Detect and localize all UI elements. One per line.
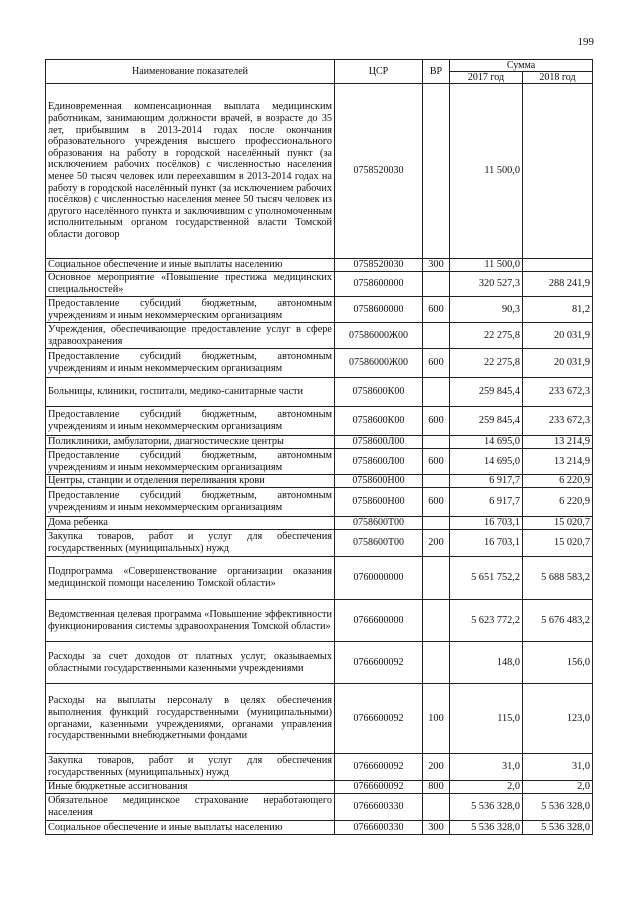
- row-csr: 0758520030: [335, 259, 423, 272]
- row-name: Закупка товаров, работ и услуг для обеспечения государственных (муниципальных) нужд: [46, 754, 335, 781]
- header-vr: ВР: [423, 60, 450, 84]
- row-name: Предоставление субсидий бюджетным, автономным учреждениям и иным некоммерческим организациям: [46, 297, 335, 323]
- row-sum-2018: [523, 259, 593, 272]
- table-body: [46, 84, 593, 835]
- row-sum-2017: 320 527,3: [450, 272, 523, 297]
- row-sum-2018: 15 020,7: [523, 530, 593, 557]
- row-vr: 600: [423, 488, 450, 517]
- table-row: [46, 530, 593, 557]
- row-sum-2017: 90,3: [450, 297, 523, 323]
- row-vr: [423, 84, 450, 259]
- table-row: [46, 323, 593, 349]
- row-sum-2017: 11 500,0: [450, 84, 523, 259]
- row-vr: 600: [423, 449, 450, 475]
- row-vr: 300: [423, 259, 450, 272]
- row-sum-2018: 233 672,3: [523, 378, 593, 407]
- header-year-2017: 2017 год: [450, 72, 523, 84]
- row-sum-2017: 5 536 328,0: [450, 821, 523, 835]
- row-name: Центры, станции и отделения переливания крови: [46, 475, 335, 488]
- row-name: Предоставление субсидий бюджетным, автономным учреждениям и иным некоммерческим организациям: [46, 407, 335, 436]
- header-year-2018: 2018 год: [523, 72, 593, 84]
- row-name: Расходы на выплаты персоналу в целях обеспечения выполнения функций государственными (муниципальными) органами, казенными учреждениями, органами управления государственными внебюджетными фондами: [46, 684, 335, 754]
- row-csr: 0766600092: [335, 781, 423, 794]
- row-csr: 0758600К00: [335, 407, 423, 436]
- row-name: Предоставление субсидий бюджетным, автономным учреждениям и иным некоммерческим организациям: [46, 488, 335, 517]
- row-sum-2017: 259 845,4: [450, 378, 523, 407]
- row-csr: 0758600Т00: [335, 517, 423, 530]
- row-vr: [423, 557, 450, 600]
- row-name: Предоставление субсидий бюджетным, автономным учреждениям и иным некоммерческим организациям: [46, 449, 335, 475]
- row-name: Закупка товаров, работ и услуг для обеспечения государственных (муниципальных) нужд: [46, 530, 335, 557]
- table-row: [46, 642, 593, 684]
- row-name: Основное мероприятие «Повышение престижа медицинских специальностей»: [46, 272, 335, 297]
- row-sum-2018: 31,0: [523, 754, 593, 781]
- row-csr: 07586000Ж00: [335, 349, 423, 378]
- row-vr: 200: [423, 754, 450, 781]
- table-row: [46, 378, 593, 407]
- row-csr: 07586000Ж00: [335, 323, 423, 349]
- row-name: Больницы, клиники, госпитали, медико-санитарные части: [46, 378, 335, 407]
- row-sum-2017: 148,0: [450, 642, 523, 684]
- row-vr: [423, 600, 450, 642]
- row-sum-2018: 13 214,9: [523, 436, 593, 449]
- row-csr: 0758600Т00: [335, 530, 423, 557]
- table-row: [46, 84, 593, 259]
- row-vr: 800: [423, 781, 450, 794]
- table-row: [46, 684, 593, 754]
- row-sum-2017: 16 703,1: [450, 530, 523, 557]
- table-row: [46, 821, 593, 835]
- row-csr: 0758600000: [335, 297, 423, 323]
- row-vr: 600: [423, 407, 450, 436]
- row-name: Социальное обеспечение и иные выплаты населению: [46, 259, 335, 272]
- row-csr: 0766600092: [335, 754, 423, 781]
- row-csr: 0766600092: [335, 642, 423, 684]
- row-vr: 600: [423, 297, 450, 323]
- row-sum-2018: 5 688 583,2: [523, 557, 593, 600]
- row-sum-2018: 81,2: [523, 297, 593, 323]
- table-row: [46, 259, 593, 272]
- table-row: [46, 475, 593, 488]
- table-row: [46, 407, 593, 436]
- row-name: Учреждения, обеспечивающие предоставление услуг в сфере здравоохранения: [46, 323, 335, 349]
- row-vr: 300: [423, 821, 450, 835]
- row-sum-2017: 6 917,7: [450, 475, 523, 488]
- row-sum-2017: 5 536 328,0: [450, 794, 523, 821]
- table-row: [46, 436, 593, 449]
- row-csr: 0766600092: [335, 684, 423, 754]
- row-sum-2017: 22 275,8: [450, 349, 523, 378]
- row-vr: [423, 475, 450, 488]
- table-row: [46, 557, 593, 600]
- row-sum-2018: 233 672,3: [523, 407, 593, 436]
- table-row: [46, 794, 593, 821]
- row-vr: [423, 517, 450, 530]
- row-sum-2017: 2,0: [450, 781, 523, 794]
- row-csr: 0758600000: [335, 272, 423, 297]
- row-name: Поликлиники, амбулатории, диагностические центры: [46, 436, 335, 449]
- table-row: [46, 600, 593, 642]
- row-vr: [423, 378, 450, 407]
- row-vr: [423, 272, 450, 297]
- table-row: [46, 272, 593, 297]
- row-sum-2018: 6 220,9: [523, 488, 593, 517]
- row-name: Социальное обеспечение и иные выплаты населению: [46, 821, 335, 835]
- table-row: [46, 488, 593, 517]
- table-row: [46, 781, 593, 794]
- row-vr: [423, 436, 450, 449]
- row-vr: 100: [423, 684, 450, 754]
- row-sum-2018: 5 536 328,0: [523, 794, 593, 821]
- row-sum-2018: 5 536 328,0: [523, 821, 593, 835]
- row-csr: 0758600К00: [335, 378, 423, 407]
- row-sum-2018: 20 031,9: [523, 323, 593, 349]
- row-csr: 0760000000: [335, 557, 423, 600]
- row-sum-2017: 115,0: [450, 684, 523, 754]
- header-csr: ЦСР: [335, 60, 423, 84]
- row-csr: 0758600Л00: [335, 449, 423, 475]
- row-csr: 0766600000: [335, 600, 423, 642]
- table-row: [46, 517, 593, 530]
- row-name: Обязательное медицинское страхование неработающего населения: [46, 794, 335, 821]
- row-sum-2018: 288 241,9: [523, 272, 593, 297]
- row-sum-2017: 16 703,1: [450, 517, 523, 530]
- row-name: Подпрограмма «Совершенствование организации оказания медицинской помощи населению Томской области»: [46, 557, 335, 600]
- row-sum-2017: 259 845,4: [450, 407, 523, 436]
- row-name: Предоставление субсидий бюджетным, автономным учреждениям и иным некоммерческим организациям: [46, 349, 335, 378]
- header-name: Наименование показателей: [46, 60, 335, 84]
- row-sum-2017: 31,0: [450, 754, 523, 781]
- row-vr: [423, 794, 450, 821]
- row-vr: 600: [423, 349, 450, 378]
- row-sum-2018: 15 020,7: [523, 517, 593, 530]
- table-row: [46, 297, 593, 323]
- row-sum-2017: 5 623 772,2: [450, 600, 523, 642]
- row-sum-2017: 22 275,8: [450, 323, 523, 349]
- row-name: Единовременная компенсационная выплата медицинским работникам, занимающим должности врачей, в возрасте до 35 лет, прибывшим в 2013-2014 годах после окончания образовательного учреждения высшего профессионального образования на работу в городской населённый пункт (за исключением рабочих посёлков) с численностью населения менее 50 тысяч человек или переехавшим в 2013-2014 годах на работу в городской населённый пункт (за исключением рабочих посёлков) с численностью населения менее 50 тысяч человек из другого населённого пункта и заключившим с уполномоченным исполнительным органом государственной власти Томской области договор: [46, 84, 335, 259]
- row-vr: [423, 323, 450, 349]
- row-sum-2018: 6 220,9: [523, 475, 593, 488]
- row-name: Ведомственная целевая программа «Повышение эффективности функционирования системы здравоохранения Томской области»: [46, 600, 335, 642]
- row-vr: 200: [423, 530, 450, 557]
- row-sum-2017: 14 695,0: [450, 449, 523, 475]
- budget-table: [45, 59, 593, 835]
- table-row: [46, 349, 593, 378]
- row-sum-2018: 156,0: [523, 642, 593, 684]
- table-header: [46, 60, 593, 84]
- row-name: Расходы за счет доходов от платных услуг, оказываемых областными государственными казенными учреждениями: [46, 642, 335, 684]
- row-sum-2018: 13 214,9: [523, 449, 593, 475]
- row-sum-2018: 20 031,9: [523, 349, 593, 378]
- row-sum-2017: 5 651 752,2: [450, 557, 523, 600]
- row-sum-2018: 5 676 483,2: [523, 600, 593, 642]
- row-sum-2018: 2,0: [523, 781, 593, 794]
- row-csr: 0758600Н00: [335, 488, 423, 517]
- header-sum: Сумма: [450, 60, 593, 72]
- row-sum-2017: 11 500,0: [450, 259, 523, 272]
- table-row: [46, 449, 593, 475]
- row-csr: 0766600330: [335, 794, 423, 821]
- row-csr: 0758600Н00: [335, 475, 423, 488]
- row-csr: 0758600Л00: [335, 436, 423, 449]
- row-name: Дома ребенка: [46, 517, 335, 530]
- row-vr: [423, 642, 450, 684]
- page-number: 199: [577, 36, 594, 48]
- row-csr: 0758520030: [335, 84, 423, 259]
- row-name: Иные бюджетные ассигнования: [46, 781, 335, 794]
- table-row: [46, 754, 593, 781]
- row-csr: 0766600330: [335, 821, 423, 835]
- row-sum-2018: 123,0: [523, 684, 593, 754]
- row-sum-2017: 6 917,7: [450, 488, 523, 517]
- row-sum-2017: 14 695,0: [450, 436, 523, 449]
- row-sum-2018: [523, 84, 593, 259]
